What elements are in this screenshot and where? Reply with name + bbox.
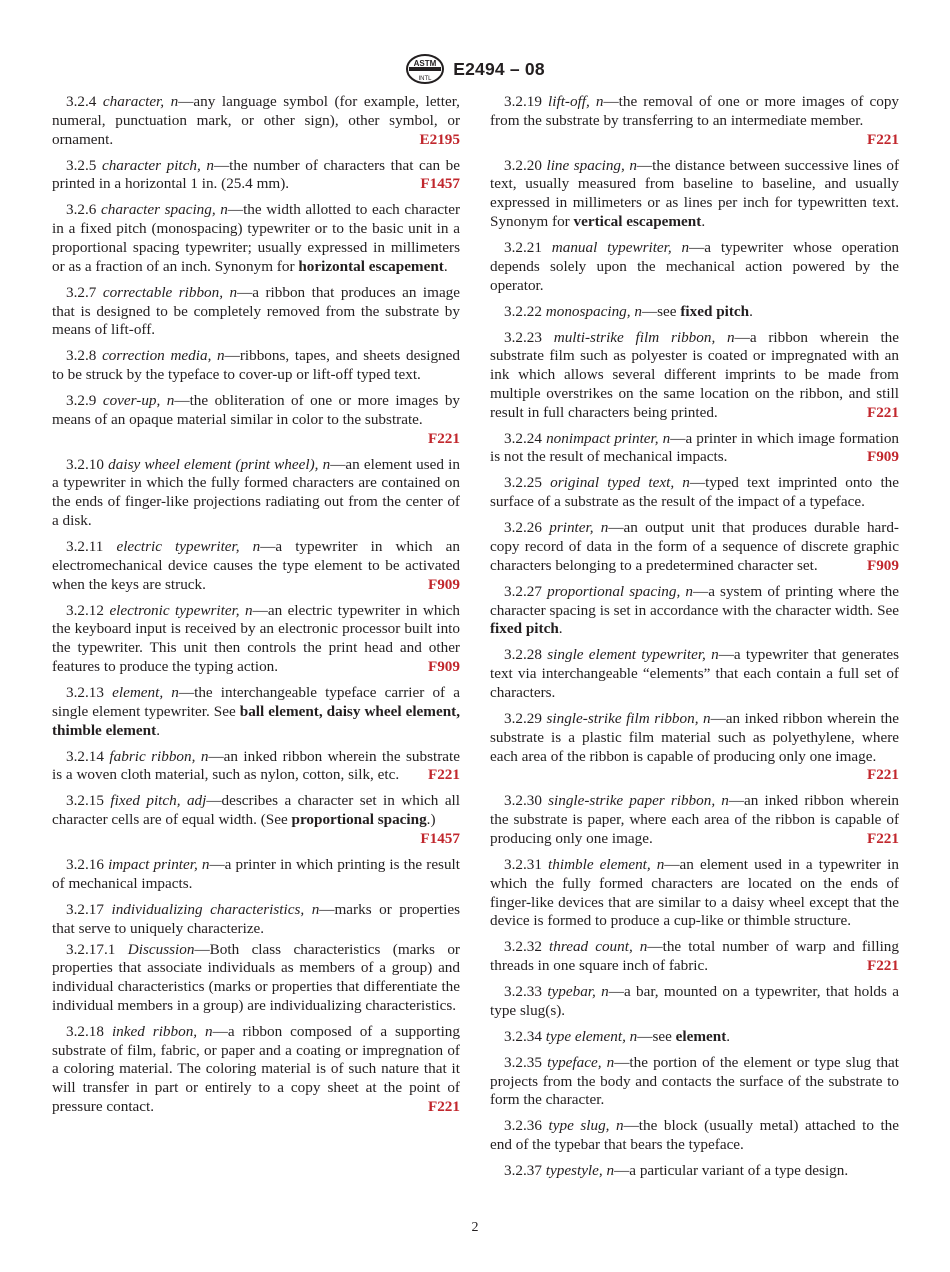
definition-text: —an inked ribbon wherein the substrate is a woven cloth material, such as nylon, cotton, silk, etc. [52,747,460,784]
section-number: 3.2.23 [504,328,542,346]
definition-tail: . [726,1027,731,1045]
defined-term: manual typewriter, n [551,238,690,256]
definition-text: —an element used in a typewriter in which the fully formed characters are located on the ends of finger-like devices that are similar to a daisy wheel except that the device is formed to produce a cup-like or thimble structure. [490,855,899,930]
cross-reference-term: element [675,1027,727,1045]
definition-entry [52,602,460,677]
defined-term: element, n [112,684,179,701]
defined-term: correction media, n [102,347,225,365]
section-number: 3.2.27 [504,582,542,600]
standard-reference: F1457 [420,175,460,193]
section-number: 3.2.21 [504,238,542,256]
defined-term: character pitch, n [101,156,214,174]
definition-entry [490,938,899,976]
definition-text: —a ribbon composed of a supporting substrate of film, fabric, or paper and a coating or impregnation of a coloring material. The coloring material is of such nature that it will transfer in part or entirely to a copy sheet at the point of pressure contact. [52,1022,460,1116]
definition-text: —ribbons, tapes, and sheets designed to be struck by the typeface to cover-up or lift-off typed text. [52,347,460,384]
definition-entry [490,474,899,512]
definition-tail: .) [426,811,436,829]
section-number: 3.2.11 [66,538,104,556]
definition-text: —the number of characters that can be printed in a horizontal 1 in. (25.4 mm). [52,156,460,193]
defined-term: single element typewriter, n [547,646,719,664]
section-number: 3.2.35 [504,1053,542,1071]
section-number: 3.2.29 [504,709,542,727]
defined-term: thimble element, n [548,855,665,873]
defined-term: impact printer, n [108,855,210,873]
definition-text: —Both class characteristics (marks or properties that associate individuals as members of a group) and individual characteristics (marks or properties that differentiate the individual members in a group) are individualizing characteristics. [52,940,460,1014]
astm-logo-icon [405,53,445,85]
section-number: 3.2.4 [66,93,97,110]
definition-entry [490,519,899,575]
left-column [52,93,460,1124]
definition-text: —the block (usually metal) attached to the end of the typebar that bears the typeface. [490,1117,900,1154]
definition-tail: . [156,721,160,739]
defined-term: single-strike film ribbon, n [546,709,711,727]
section-number: 3.2.10 [66,455,104,473]
definition-entry [52,901,460,939]
section-number: 3.2.9 [66,392,97,410]
definition-text: —the obliteration of one or more images by means of an opaque material similar in color to the substrate. [52,392,461,428]
defined-term: cover-up, n [102,392,175,410]
section-number: 3.2.7 [66,283,97,301]
defined-term: typebar, n [547,983,609,1001]
defined-term: original typed text, n [550,474,690,492]
section-number: 3.2.12 [66,601,104,619]
svg-text:INTL: INTL [418,76,432,82]
definition-text: —any language symbol (for example, letter, numeral, punctuation mark, or other sign), other symbol, or ornament. [52,93,460,148]
section-number: 3.2.33 [504,983,542,1001]
cross-reference-term: horizontal escapement [298,257,444,275]
definition-text: —describes a character set in which all character cells are of equal width. (See [52,792,460,829]
definition-entry [490,303,899,322]
definition-tail: . [749,302,753,320]
definition-entry [490,93,899,149]
defined-term: typeface, n [547,1053,615,1071]
definition-tail: . [443,257,448,275]
cross-reference-term: fixed pitch [680,302,750,320]
definition-entry [52,792,460,848]
defined-term: monospacing, n [545,302,642,320]
section-number: 3.2.16 [66,855,104,873]
defined-term: type slug, n [548,1117,624,1135]
definition-text: —a printer in which image formation is not the result of mechanical impacts. [490,429,900,466]
definition-entry [52,856,460,894]
section-number: 3.2.37 [504,1162,542,1180]
defined-term: fixed pitch, adj [110,792,207,810]
definition-entry [52,201,460,276]
definition-tail: . [701,212,706,230]
section-number: 3.2.20 [504,156,542,174]
definition-text: —a printer in which printing is the result of mechanical impacts. [52,855,460,892]
definition-text: —a typewriter that generates text via interchangeable “elements” that each contain a full set of characters. [490,646,900,701]
definition-text: —the portion of the element or type slug that projects from the body and contacts the surface of the substrate to form the character. [490,1053,900,1109]
logo-text: ASTM [413,59,437,68]
section-number: 3.2.14 [66,747,104,765]
definition-entry [52,392,460,448]
defined-term: fabric ribbon, n [109,747,209,765]
definition-entry [490,1162,899,1181]
standard-reference: F221 [427,766,460,784]
cross-reference-term: proportional spacing [291,811,427,829]
section-number: 3.2.26 [504,519,542,537]
standard-reference: F221 [866,957,899,975]
document-id: E2494 – 08 [453,58,545,79]
definition-entry [52,538,460,594]
section-number: 3.2.19 [504,93,542,110]
standard-reference: E2195 [419,130,460,148]
defined-term: multi-strike film ribbon, n [553,328,735,346]
standard-reference: F909 [866,448,899,466]
right-column [490,93,899,1188]
standard-reference: F221 [866,130,899,148]
standard-reference: F221 [427,1098,460,1116]
definition-entry [52,941,460,1016]
definition-entry [490,1028,899,1047]
definition-entry [52,347,460,385]
definition-entry [52,284,460,340]
definition-text: —an inked ribbon wherein the substrate is paper, where each area of the ribbon is capable of producing only one image. [490,792,900,847]
standard-reference: F909 [866,556,899,574]
definition-entry [52,456,460,531]
definition-entry [490,1054,899,1110]
section-number: 3.2.30 [504,792,542,810]
section-number: 3.2.24 [504,429,542,447]
section-number: 3.2.17 [66,900,104,918]
page-header [0,52,950,86]
definition-text: —an output unit that produces durable hard-copy record of data in the form of a sequence of discrete graphic characters belonging to a predetermined character set. [490,519,899,574]
definition-text: —a bar, mounted on a typewriter, that holds a type slug(s). [490,983,899,1019]
definition-text: —the distance between successive lines of text, usually measured from baseline to baseline, and usually expressed in millimeters or as lines per inch for typewritten text. Synonym for [490,156,899,230]
defined-term: lift-off, n [548,93,604,110]
section-number: 3.2.34 [504,1027,542,1045]
section-number: 3.2.32 [504,938,542,956]
defined-term: inked ribbon, n [111,1022,213,1040]
page-number: 2 [471,1220,479,1235]
definition-text: —see [637,1027,676,1045]
standard-reference: F909 [427,658,460,676]
section-number: 3.2.36 [504,1117,542,1135]
definition-text: —a system of printing where the character spacing is set in accordance with the character width. See [490,582,900,619]
defined-term: thread count, n [549,938,648,956]
definition-text: —a particular variant of a type design. [614,1162,849,1180]
standard-reference: F221 [427,429,460,447]
cross-reference-term: fixed pitch [490,620,559,638]
standard-reference: F221 [866,403,899,421]
section-number: 3.2.6 [66,201,97,219]
section-number: 3.2.31 [504,855,542,873]
defined-term: character spacing, n [100,201,228,219]
section-number: 3.2.17.1 [66,940,116,958]
cross-reference-term: ball element, daisy wheel element, thimble element [52,702,460,739]
definition-text: —the removal of one or more images of copy from the substrate by transferring to an intermediate member. [490,93,900,129]
section-number: 3.2.18 [66,1022,104,1040]
definition-text: —see [641,302,681,320]
definition-entry [490,856,899,931]
defined-term: Discussion [127,940,195,958]
definition-text: —a ribbon wherein the substrate film such as polyester is coated or impregnated with an ink which allows several different imprints to be made from multiple overstrikes on the same location on the ribbon, and still result in full characters being printed. [490,328,899,421]
section-number: 3.2.22 [504,302,542,320]
defined-term: proportional spacing, n [547,582,693,600]
section-number: 3.2.13 [66,684,104,701]
standard-reference: F221 [866,829,899,847]
defined-term: type element, n [545,1027,638,1045]
defined-term: nonimpact printer, n [546,429,671,447]
section-number: 3.2.28 [504,646,542,664]
definition-entry [490,239,899,295]
defined-term: individualizing characteristics, n [111,900,320,918]
section-number: 3.2.15 [66,792,104,810]
definition-text: —typed text imprinted onto the surface of a substrate as the result of the impact of a typeface. [490,474,899,511]
defined-term: electronic typewriter, n [109,601,253,619]
definition-text: —an element used in a typewriter in which the fully formed characters are contained on the ends of finger-like projections radiating out from the center of a disk. [52,455,460,530]
section-number: 3.2.5 [66,156,97,174]
definition-text: —an inked ribbon wherein the substrate is a plastic film material such as polyethylene, where each area of the ribbon is capable of producing only one image. [490,709,900,765]
definition-entry [490,1117,899,1155]
definition-entry [490,157,899,232]
definition-text: —a typewriter whose operation depends solely upon the mechanical action powered by the operator. [490,238,900,294]
definition-text: —the total number of warp and filling threads in one square inch of fabric. [490,938,899,975]
definition-text: —the interchangeable typeface carrier of a single element typewriter. See [52,684,460,720]
definition-entry [52,684,460,740]
defined-term: correctable ribbon, n [102,283,238,301]
definition-entry [490,430,899,468]
standard-reference: F1457 [420,829,460,847]
definition-entry [490,710,899,785]
definition-text: —a ribbon that produces an image that is designed to be completely removed from the substrate by means of lift-off. [52,283,461,339]
defined-term: printer, n [549,519,609,537]
definition-entry [52,1023,460,1117]
definition-entry [52,748,460,786]
definition-text: —a typewriter in which an electromechanical device causes the type element to be activated when the keys are struck. [52,538,461,593]
defined-term: single-strike paper ribbon, n [548,792,729,810]
defined-term: electric typewriter, n [116,538,261,556]
definition-entry [490,329,899,423]
standard-reference: F221 [866,766,899,784]
definition-tail: . [558,620,563,638]
cross-reference-term: vertical escapement [573,212,702,230]
section-number: 3.2.25 [504,474,542,492]
definition-entry [52,157,460,195]
definition-entry [490,583,899,639]
definition-entry [490,983,899,1021]
defined-term: character, n [102,93,179,110]
standard-reference: F909 [427,575,460,593]
definition-entry [490,792,899,848]
defined-term: line spacing, n [546,156,637,174]
definition-text: —the width allotted to each character in a fixed pitch (monospacing) typewriter or to the basic unit in a proportional spacing typewriter; usually expressed in millimeters or as a fraction of an inch. Synonym for [52,201,461,275]
definition-entry [52,93,460,149]
defined-term: daisy wheel element (print wheel), n [108,455,331,473]
definition-text: —marks or properties that serve to uniquely characterize. [52,900,461,937]
defined-term: typestyle, n [545,1162,615,1180]
definition-entry [490,646,899,702]
section-number: 3.2.8 [66,347,97,365]
definition-text: —an electric typewriter in which the keyboard input is received by an electronic processor built into the typewriter. This unit then controls the print head and other features to produce the typing action. [52,601,461,676]
